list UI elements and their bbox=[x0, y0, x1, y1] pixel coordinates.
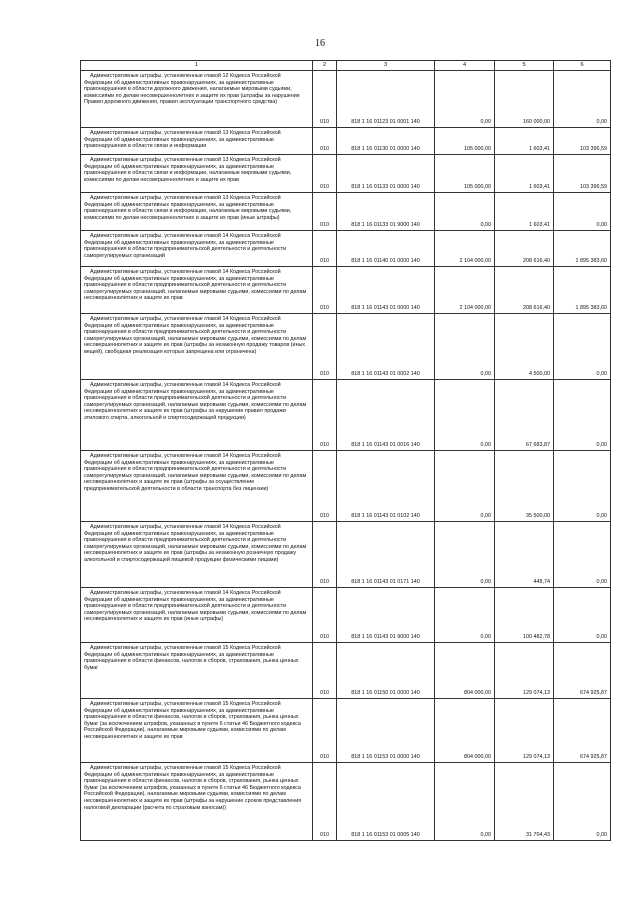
row-name-cell bbox=[81, 128, 313, 155]
row-name-text: Административные штрафы, установленные главой 13 Кодекса Российской Федерации об административных правонарушениях, за административные правонарушения в области связи и информации, налагаемые мировыми судьями, комиссиями по делам несовершеннолетних и защите их прав (иные штрафы) bbox=[84, 195, 292, 221]
row-approved-cell: 0,00 bbox=[435, 588, 495, 643]
row-line-code-cell: 010 bbox=[313, 380, 337, 451]
row-executed-cell: 208 616,40 bbox=[495, 231, 554, 267]
row-approved-cell: 804 000,00 bbox=[435, 643, 495, 699]
row-line-code-cell: 010 bbox=[313, 763, 337, 841]
row-executed-cell: 1 603,41 bbox=[495, 128, 554, 155]
row-budget-code-cell: 818 1 16 01133 01 9000 140 bbox=[337, 193, 435, 231]
row-name-text: Административные штрафы, установленные главой 14 Кодекса Российской Федерации об административных правонарушениях, за административные правонарушения в области предпринимательской деятельности и деятельности саморегулируемых организаций bbox=[84, 233, 287, 259]
row-name-cell bbox=[81, 155, 313, 193]
row-name-cell bbox=[81, 451, 313, 522]
table-row bbox=[81, 522, 611, 588]
row-line-code-cell: 010 bbox=[313, 193, 337, 231]
table-row bbox=[81, 380, 611, 451]
row-unexecuted-cell: 1 895 383,60 bbox=[554, 267, 611, 314]
row-unexecuted-cell: 0,00 bbox=[554, 314, 611, 380]
row-budget-code-cell: 818 1 16 01143 01 0000 140 bbox=[337, 267, 435, 314]
table-row bbox=[81, 155, 611, 193]
row-unexecuted-cell: 1 895 383,60 bbox=[554, 231, 611, 267]
row-executed-cell: 35 500,00 bbox=[495, 451, 554, 522]
header-cell-5: 5 bbox=[495, 61, 554, 71]
row-name-text: Административные штрафы, установленные главой 13 Кодекса Российской Федерации об административных правонарушениях, за административные правонарушения в области связи и информации bbox=[84, 130, 281, 150]
row-name-text: Административные штрафы, установленные главой 14 Кодекса Российской Федерации об административных правонарушениях, за административные правонарушения в области предпринимательской деятельности и деятельности саморегулируемых организаций, налагаемые мировыми судьями, комиссиями по делам несовершеннолетних и защите их прав (иные штрафы) bbox=[84, 590, 307, 623]
row-executed-cell: 1 603,41 bbox=[495, 155, 554, 193]
row-line-code-cell: 010 bbox=[313, 451, 337, 522]
row-line-code-cell: 010 bbox=[313, 588, 337, 643]
row-unexecuted-cell: 0,00 bbox=[554, 588, 611, 643]
row-approved-cell: 804 000,00 bbox=[435, 699, 495, 763]
row-executed-cell: 129 074,13 bbox=[495, 643, 554, 699]
row-name-cell bbox=[81, 699, 313, 763]
header-cell-1: 1 bbox=[81, 61, 313, 71]
row-budget-code-cell: 818 1 16 01143 01 0002 140 bbox=[337, 314, 435, 380]
row-unexecuted-cell: 0,00 bbox=[554, 193, 611, 231]
table-header-row bbox=[81, 61, 611, 71]
row-name-cell bbox=[81, 380, 313, 451]
row-unexecuted-cell: 0,00 bbox=[554, 451, 611, 522]
row-approved-cell: 105 000,00 bbox=[435, 155, 495, 193]
row-budget-code-cell: 818 1 16 01143 01 9000 140 bbox=[337, 588, 435, 643]
row-executed-cell: 129 074,13 bbox=[495, 699, 554, 763]
row-name-text: Административные штрафы, установленные главой 15 Кодекса Российской Федерации об административных правонарушениях, за административные правонарушения в области финансов, налогов и сборов, страхования, рынка ценных бумаг (за исключением штрафов, указанных в пункте 6 статьи 46 Бюджетного кодекса Российской Федерации), налагаемые мировыми судьями, комиссиями по делам несовершеннолетних и защите их прав bbox=[84, 701, 301, 740]
header-cell-6: 6 bbox=[554, 61, 611, 71]
table-row bbox=[81, 451, 611, 522]
row-executed-cell: 31 704,43 bbox=[495, 763, 554, 841]
row-name-cell bbox=[81, 231, 313, 267]
row-approved-cell: 2 104 000,00 bbox=[435, 267, 495, 314]
report-table bbox=[80, 60, 611, 841]
row-name-cell bbox=[81, 267, 313, 314]
row-name-text: Административные штрафы, установленные главой 14 Кодекса Российской Федерации об административных правонарушениях, за административные правонарушения в области предпринимательской деятельности и деятельности саморегулируемых организаций, налагаемые мировыми судьями, комиссиями по делам несовершеннолетних и защите их прав (штрафы за осуществление предпринимательской деятельности в области транспорта без лицензии) bbox=[84, 453, 307, 492]
row-approved-cell: 0,00 bbox=[435, 763, 495, 841]
row-line-code-cell: 010 bbox=[313, 267, 337, 314]
row-unexecuted-cell: 103 396,59 bbox=[554, 128, 611, 155]
row-unexecuted-cell: 0,00 bbox=[554, 522, 611, 588]
row-line-code-cell: 010 bbox=[313, 314, 337, 380]
row-line-code-cell: 010 bbox=[313, 128, 337, 155]
header-cell-4: 4 bbox=[435, 61, 495, 71]
row-unexecuted-cell: 103 396,59 bbox=[554, 155, 611, 193]
table-row bbox=[81, 588, 611, 643]
row-approved-cell: 0,00 bbox=[435, 193, 495, 231]
row-name-cell bbox=[81, 314, 313, 380]
header-cell-2: 2 bbox=[313, 61, 337, 71]
row-budget-code-cell: 818 1 16 01123 01 0001 140 bbox=[337, 71, 435, 128]
row-approved-cell: 0,00 bbox=[435, 314, 495, 380]
row-name-cell bbox=[81, 71, 313, 128]
table-row bbox=[81, 193, 611, 231]
row-executed-cell: 67 683,87 bbox=[495, 380, 554, 451]
table-row bbox=[81, 314, 611, 380]
row-name-text: Административные штрафы, установленные главой 14 Кодекса Российской Федерации об административных правонарушениях, за административные правонарушения в области предпринимательской деятельности и деятельности саморегулируемых организаций, налагаемые мировыми судьями, комиссиями по делам несовершеннолетних и защите их прав bbox=[84, 269, 307, 302]
table-row bbox=[81, 231, 611, 267]
header-cell-3: 3 bbox=[337, 61, 435, 71]
row-line-code-cell: 010 bbox=[313, 522, 337, 588]
row-approved-cell: 0,00 bbox=[435, 380, 495, 451]
row-approved-cell: 0,00 bbox=[435, 522, 495, 588]
row-unexecuted-cell: 0,00 bbox=[554, 380, 611, 451]
row-budget-code-cell: 818 1 16 01130 01 0000 140 bbox=[337, 128, 435, 155]
row-unexecuted-cell: 674 925,87 bbox=[554, 699, 611, 763]
row-executed-cell: 1 603,41 bbox=[495, 193, 554, 231]
row-unexecuted-cell: 0,00 bbox=[554, 763, 611, 841]
table-row bbox=[81, 763, 611, 841]
row-name-cell bbox=[81, 643, 313, 699]
row-executed-cell: 4 500,00 bbox=[495, 314, 554, 380]
table-row bbox=[81, 267, 611, 314]
row-name-text: Административные штрафы, установленные главой 13 Кодекса Российской Федерации об административных правонарушениях, за административные правонарушения в области связи и информации, налагаемые мировыми судьями, комиссиями по делам несовершеннолетних и защите их прав bbox=[84, 157, 292, 183]
row-budget-code-cell: 818 1 16 01143 01 0102 140 bbox=[337, 451, 435, 522]
row-budget-code-cell: 818 1 16 01133 01 0000 140 bbox=[337, 155, 435, 193]
row-name-text: Административные штрафы, установленные главой 14 Кодекса Российской Федерации об административных правонарушениях, за административные правонарушения в области предпринимательской деятельности и деятельности саморегулируемых организаций, налагаемые мировыми судьями, комиссиями по делам несовершеннолетних и защите их прав (штрафы за незаконную розничную продажу алкогольной и спиртосодержащей пищевой продукции физическими лицами) bbox=[84, 524, 307, 563]
row-budget-code-cell: 818 1 16 01140 01 0000 140 bbox=[337, 231, 435, 267]
row-line-code-cell: 010 bbox=[313, 643, 337, 699]
row-name-text: Административные штрафы, установленные главой 14 Кодекса Российской Федерации об административных правонарушениях, за административные правонарушения в области предпринимательской деятельности и деятельности саморегулируемых организаций, налагаемые мировыми судьями, комиссиями по делам несовершеннолетних и защите их прав (штрафы за незаконную продажу товаров (иных вещей), свободная реализация которых запрещена или ограничена) bbox=[84, 316, 307, 355]
row-name-text: Административные штрафы, установленные главой 15 Кодекса Российской Федерации об административных правонарушениях, за административные правонарушения в области финансов, налогов и сборов, страхования, рынка ценных бумаг bbox=[84, 645, 299, 671]
row-approved-cell: 2 104 000,00 bbox=[435, 231, 495, 267]
table-row bbox=[81, 699, 611, 763]
row-line-code-cell: 010 bbox=[313, 155, 337, 193]
row-executed-cell: 160 000,00 bbox=[495, 71, 554, 128]
row-line-code-cell: 010 bbox=[313, 231, 337, 267]
row-name-cell bbox=[81, 193, 313, 231]
row-name-cell bbox=[81, 522, 313, 588]
row-name-text: Административные штрафы, установленные главой 12 Кодекса Российской Федерации об административных правонарушениях, за административные правонарушения в области дорожного движения, налагаемые мировыми судьями, комиссиями по делам несовершеннолетних и защите их прав (штрафы за нарушение Правил дорожного движения, правил эксплуатации транспортного средства) bbox=[84, 73, 300, 106]
row-name-cell bbox=[81, 763, 313, 841]
row-approved-cell: 105 000,00 bbox=[435, 128, 495, 155]
table-row bbox=[81, 128, 611, 155]
row-executed-cell: 208 616,40 bbox=[495, 267, 554, 314]
row-executed-cell: 448,74 bbox=[495, 522, 554, 588]
row-budget-code-cell: 818 1 16 01143 01 0171 140 bbox=[337, 522, 435, 588]
row-unexecuted-cell: 674 925,87 bbox=[554, 643, 611, 699]
row-name-cell bbox=[81, 588, 313, 643]
row-line-code-cell: 010 bbox=[313, 699, 337, 763]
row-name-text: Административные штрафы, установленные главой 15 Кодекса Российской Федерации об административных правонарушениях, за административные правонарушения в области финансов, налогов и сборов, страхования, рынка ценных бумаг (за исключением штрафов, указанных в пункте 6 статьи 46 Бюджетного кодекса Российской Федерации), налагаемые мировыми судьями, комиссиями по делам несовершеннолетних и защите их прав (штрафы за нарушение сроков представления налоговой декларации (расчета по страховым взносам)) bbox=[84, 765, 302, 811]
row-approved-cell: 0,00 bbox=[435, 71, 495, 128]
row-budget-code-cell: 818 1 16 01153 01 0005 140 bbox=[337, 763, 435, 841]
row-unexecuted-cell: 0,00 bbox=[554, 71, 611, 128]
table-row bbox=[81, 71, 611, 128]
row-budget-code-cell: 818 1 16 01150 01 0000 140 bbox=[337, 643, 435, 699]
row-executed-cell: 100 482,78 bbox=[495, 588, 554, 643]
row-budget-code-cell: 818 1 16 01153 01 0000 140 bbox=[337, 699, 435, 763]
page-number: 16 bbox=[315, 38, 325, 49]
table-row bbox=[81, 643, 611, 699]
row-line-code-cell: 010 bbox=[313, 71, 337, 128]
row-approved-cell: 0,00 bbox=[435, 451, 495, 522]
row-budget-code-cell: 818 1 16 01143 01 0016 140 bbox=[337, 380, 435, 451]
row-name-text: Административные штрафы, установленные главой 14 Кодекса Российской Федерации об административных правонарушениях, за административные правонарушения в области предпринимательской деятельности и деятельности саморегулируемых организаций, налагаемые мировыми судьями, комиссиями по делам несовершеннолетних и защите их прав (штрафы за нарушение правил продажи этилового спирта, алкогольной и спиртосодержащей продукции) bbox=[84, 382, 307, 421]
